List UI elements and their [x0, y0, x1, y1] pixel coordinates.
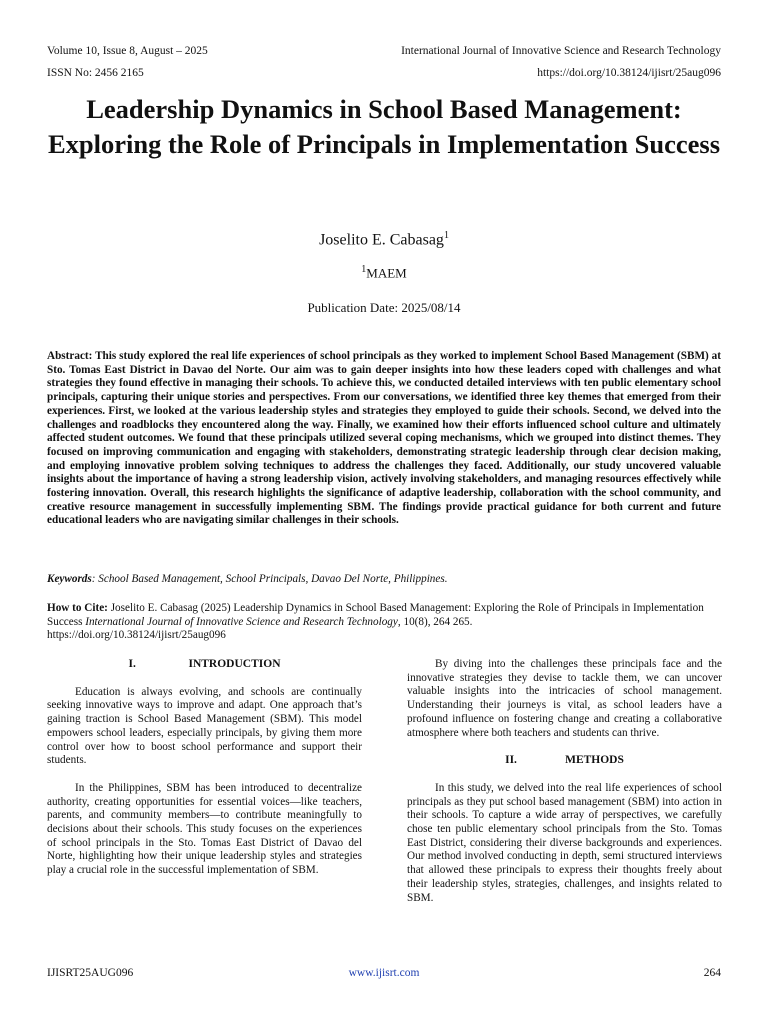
page-number: 264: [703, 967, 721, 979]
author-name: Joselito E. Cabasag: [319, 231, 444, 249]
journal-name: International Journal of Innovative Science and Research Technology: [401, 45, 721, 57]
left-column: [47, 658, 362, 892]
methods-paragraph-1: In this study, we delved into the real life experiences of school principals as they put school based management (SBM) into action in their schools. To capture a wide array of perspectives, we carefully chose ten public elementary school principals from the Sto. Tomas East District, considering their diverse backgrounds and experiences. Our method involved conducting in depth, semi structured interviews that allowed these principals to express their thoughts freely about their leadership styles, strategies, challenges, and insights related to SBM.: [407, 781, 722, 904]
footer-website-link[interactable]: www.ijisrt.com: [348, 967, 420, 979]
intro-paragraph-1: Education is always evolving, and schools are continually seeking innovative ways to improve and adapt. One approach that’s gaining traction is School Based Management (SBM). This model empowers school leaders, especially principals, by giving them more control over how to boost school performance and support their students.: [47, 685, 362, 767]
keywords-label: Keywords: [47, 573, 92, 585]
header-right: [401, 44, 721, 80]
right-column: [407, 658, 722, 919]
how-to-cite-doi[interactable]: https://doi.org/10.38124/ijisrt/25aug096: [47, 629, 226, 642]
intro-paragraph-2: In the Philippines, SBM has been introduced to decentralize authority, creating opportunities for essential voices—like teachers, parents, and community members—to contribute meaningfully to decisions about their schools. This study focuses on the experiences of school principals in the Sto. Tomas East District of Davao del Norte, highlighting how their unique leadership styles and strategies play a crucial role in the successful implementation of SBM.: [47, 781, 362, 877]
how-to-cite-journal: International Journal of Innovative Science and Research Technology: [85, 615, 398, 628]
abstract: [47, 350, 721, 528]
section-number: II.: [505, 754, 517, 767]
how-to-cite: [47, 602, 721, 643]
section-title: METHODS: [565, 754, 624, 767]
author-superscript: 1: [443, 230, 449, 241]
how-to-cite-label: How to Cite:: [47, 602, 108, 614]
methods-heading: [407, 754, 722, 768]
section-number: I.: [128, 658, 136, 670]
header-doi[interactable]: https://doi.org/10.38124/ijisrt/25aug096: [537, 67, 721, 79]
intro-paragraph-3: By diving into the challenges these principals face and the innovative strategies they devise to tackle them, we can uncover valuable insights into the intricacies of school management. Understanding their journeys is vital, as school leaders have a profound influence on fostering change and creating a collaborative atmosphere where both teachers and students can thrive.: [407, 658, 722, 739]
affiliation-text: MAEM: [366, 265, 407, 281]
how-to-cite-tail: , 10(8), 264 265.: [397, 615, 473, 628]
keywords-text: : School Based Management, School Principals, Davao Del Norte, Philippines.: [91, 573, 448, 585]
affiliation: [0, 264, 768, 281]
affiliation-superscript: 1: [361, 264, 367, 275]
section-title: INTRODUCTION: [188, 658, 281, 670]
introduction-heading: [47, 658, 362, 672]
abstract-text: This study explored the real life experiences of school principals as they worked to implement School Based Management (SBM) at Sto. Tomas East District in Davao del Norte. Our aim was to gain deeper insights into how these leaders coped with challenges and what strategies they found effective in managing their schools. To achieve this, we conducted detailed interviews with ten public elementary school principals, capturing their unique stories and perspectives. From our conversations, we identified three key themes that emerged from their experiences. First, we looked at the various leadership styles and strategies they employed to guide their schools. Second, we delved into the challenges and roadblocks they encountered along the way. Finally, we examined how their efforts influenced school culture and ultimately affected student outcomes. We found that these principals utilized several coping mechanisms, which we grouped into distinct themes. They focused on improving communication and engaging with stakeholders, demonstrating strategic leadership through clear decision making, and employing innovative problem solving techniques to address the challenges they faced. Additionally, our study uncovered valuable insights about the importance of having a strong leadership vision, actively involving stakeholders, and managing resources effectively while fostering innovation. Overall, this research highlights the significance of adaptive leadership, collaboration with the school community, and creative resource management in successfully implementing SBM. The findings provide practical guidance for both current and future educational leaders who are navigating similar challenges in their schools.: [47, 350, 721, 527]
keywords: [47, 573, 721, 587]
publication-date: Publication Date: 2025/08/14: [307, 300, 461, 315]
footer-code: IJISRT25AUG096: [47, 967, 134, 979]
how-to-cite-text: Joselito E. Cabasag (2025) Leadership Dynamics in School Based Management: Exploring the Role of Principals in Implementation Success: [47, 602, 704, 628]
abstract-label: Abstract:: [47, 350, 93, 362]
author: [0, 230, 768, 249]
paper-title: Leadership Dynamics in School Based Management: Exploring the Role of Principals in Implementation Success: [47, 94, 721, 159]
header-left: [47, 44, 208, 80]
issn: ISSN No: 2456 2165: [47, 67, 144, 79]
journal-volume: Volume 10, Issue 8, August – 2025: [47, 45, 208, 57]
